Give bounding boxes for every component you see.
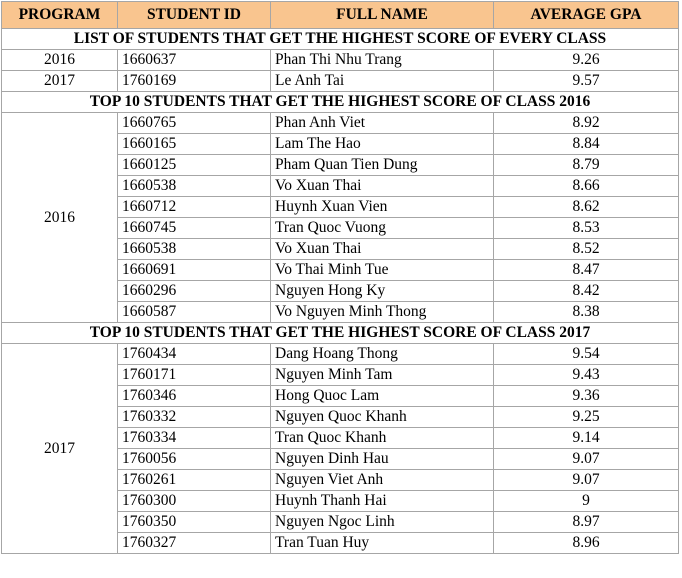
- student-id-cell: 1760171: [118, 365, 271, 386]
- full-name-cell: Dang Hoang Thong: [271, 344, 494, 365]
- full-name-cell: Huynh Thanh Hai: [271, 491, 494, 512]
- header-row: [2, 2, 679, 29]
- full-name-cell: Nguyen Ngoc Linh: [271, 512, 494, 533]
- gpa-cell: 9.07: [494, 449, 679, 470]
- full-name-cell: Tran Quoc Vuong: [271, 218, 494, 239]
- gpa-cell: 8.53: [494, 218, 679, 239]
- full-name-cell: Phan Anh Viet: [271, 113, 494, 134]
- full-name-cell: Lam The Hao: [271, 134, 494, 155]
- program-cell: 2017: [2, 344, 118, 554]
- gpa-cell: 9: [494, 491, 679, 512]
- gpa-cell: 8.42: [494, 281, 679, 302]
- student-id-cell: 1660691: [118, 260, 271, 281]
- student-id-cell: 1660538: [118, 239, 271, 260]
- program-cell: 2017: [2, 71, 118, 92]
- table-row: [2, 71, 679, 92]
- header-student-id: STUDENT ID: [118, 2, 271, 29]
- full-name-cell: Vo Thai Minh Tue: [271, 260, 494, 281]
- student-id-cell: 1760056: [118, 449, 271, 470]
- gpa-cell: 8.79: [494, 155, 679, 176]
- student-id-cell: 1760434: [118, 344, 271, 365]
- gpa-cell: 9.07: [494, 470, 679, 491]
- gpa-cell: 8.66: [494, 176, 679, 197]
- gpa-cell: 8.47: [494, 260, 679, 281]
- full-name-cell: Nguyen Dinh Hau: [271, 449, 494, 470]
- full-name-cell: Vo Xuan Thai: [271, 176, 494, 197]
- student-id-cell: 1660712: [118, 197, 271, 218]
- header-average-gpa: AVERAGE GPA: [494, 2, 679, 29]
- section-title-row: [2, 323, 679, 344]
- section-title: LIST OF STUDENTS THAT GET THE HIGHEST SCORE OF EVERY CLASS: [2, 29, 679, 50]
- table-row: [2, 344, 679, 365]
- section-title: TOP 10 STUDENTS THAT GET THE HIGHEST SCORE OF CLASS 2016: [2, 92, 679, 113]
- full-name-cell: Tran Tuan Huy: [271, 533, 494, 554]
- full-name-cell: Huynh Xuan Vien: [271, 197, 494, 218]
- gpa-cell: 9.26: [494, 50, 679, 71]
- student-id-cell: 1660125: [118, 155, 271, 176]
- student-id-cell: 1660745: [118, 218, 271, 239]
- full-name-cell: Tran Quoc Khanh: [271, 428, 494, 449]
- full-name-cell: Hong Quoc Lam: [271, 386, 494, 407]
- student-id-cell: 1760334: [118, 428, 271, 449]
- student-id-cell: 1660587: [118, 302, 271, 323]
- student-id-cell: 1660637: [118, 50, 271, 71]
- gpa-cell: 8.92: [494, 113, 679, 134]
- student-id-cell: 1760261: [118, 470, 271, 491]
- student-id-cell: 1660165: [118, 134, 271, 155]
- table-row: [2, 113, 679, 134]
- full-name-cell: Vo Xuan Thai: [271, 239, 494, 260]
- student-id-cell: 1760346: [118, 386, 271, 407]
- student-id-cell: 1760300: [118, 491, 271, 512]
- gpa-cell: 8.38: [494, 302, 679, 323]
- student-id-cell: 1760169: [118, 71, 271, 92]
- gpa-cell: 9.14: [494, 428, 679, 449]
- student-id-cell: 1660538: [118, 176, 271, 197]
- program-cell: 2016: [2, 50, 118, 71]
- full-name-cell: Nguyen Hong Ky: [271, 281, 494, 302]
- gpa-cell: 9.43: [494, 365, 679, 386]
- full-name-cell: Vo Nguyen Minh Thong: [271, 302, 494, 323]
- full-name-cell: Pham Quan Tien Dung: [271, 155, 494, 176]
- gpa-cell: 9.54: [494, 344, 679, 365]
- student-id-cell: 1660765: [118, 113, 271, 134]
- program-cell: 2016: [2, 113, 118, 323]
- full-name-cell: Nguyen Minh Tam: [271, 365, 494, 386]
- gpa-cell: 8.96: [494, 533, 679, 554]
- student-id-cell: 1760350: [118, 512, 271, 533]
- full-name-cell: Nguyen Viet Anh: [271, 470, 494, 491]
- header-full-name: FULL NAME: [271, 2, 494, 29]
- gpa-cell: 8.52: [494, 239, 679, 260]
- student-gpa-table: [1, 1, 679, 554]
- student-id-cell: 1660296: [118, 281, 271, 302]
- table-body: [2, 29, 679, 554]
- section-title-row: [2, 29, 679, 50]
- gpa-cell: 8.84: [494, 134, 679, 155]
- student-id-cell: 1760332: [118, 407, 271, 428]
- section-title-row: [2, 92, 679, 113]
- table-row: [2, 50, 679, 71]
- section-title: TOP 10 STUDENTS THAT GET THE HIGHEST SCORE OF CLASS 2017: [2, 323, 679, 344]
- full-name-cell: Le Anh Tai: [271, 71, 494, 92]
- gpa-cell: 9.57: [494, 71, 679, 92]
- full-name-cell: Nguyen Quoc Khanh: [271, 407, 494, 428]
- gpa-cell: 9.36: [494, 386, 679, 407]
- header-program: PROGRAM: [2, 2, 118, 29]
- gpa-cell: 9.25: [494, 407, 679, 428]
- student-id-cell: 1760327: [118, 533, 271, 554]
- gpa-cell: 8.97: [494, 512, 679, 533]
- gpa-cell: 8.62: [494, 197, 679, 218]
- full-name-cell: Phan Thi Nhu Trang: [271, 50, 494, 71]
